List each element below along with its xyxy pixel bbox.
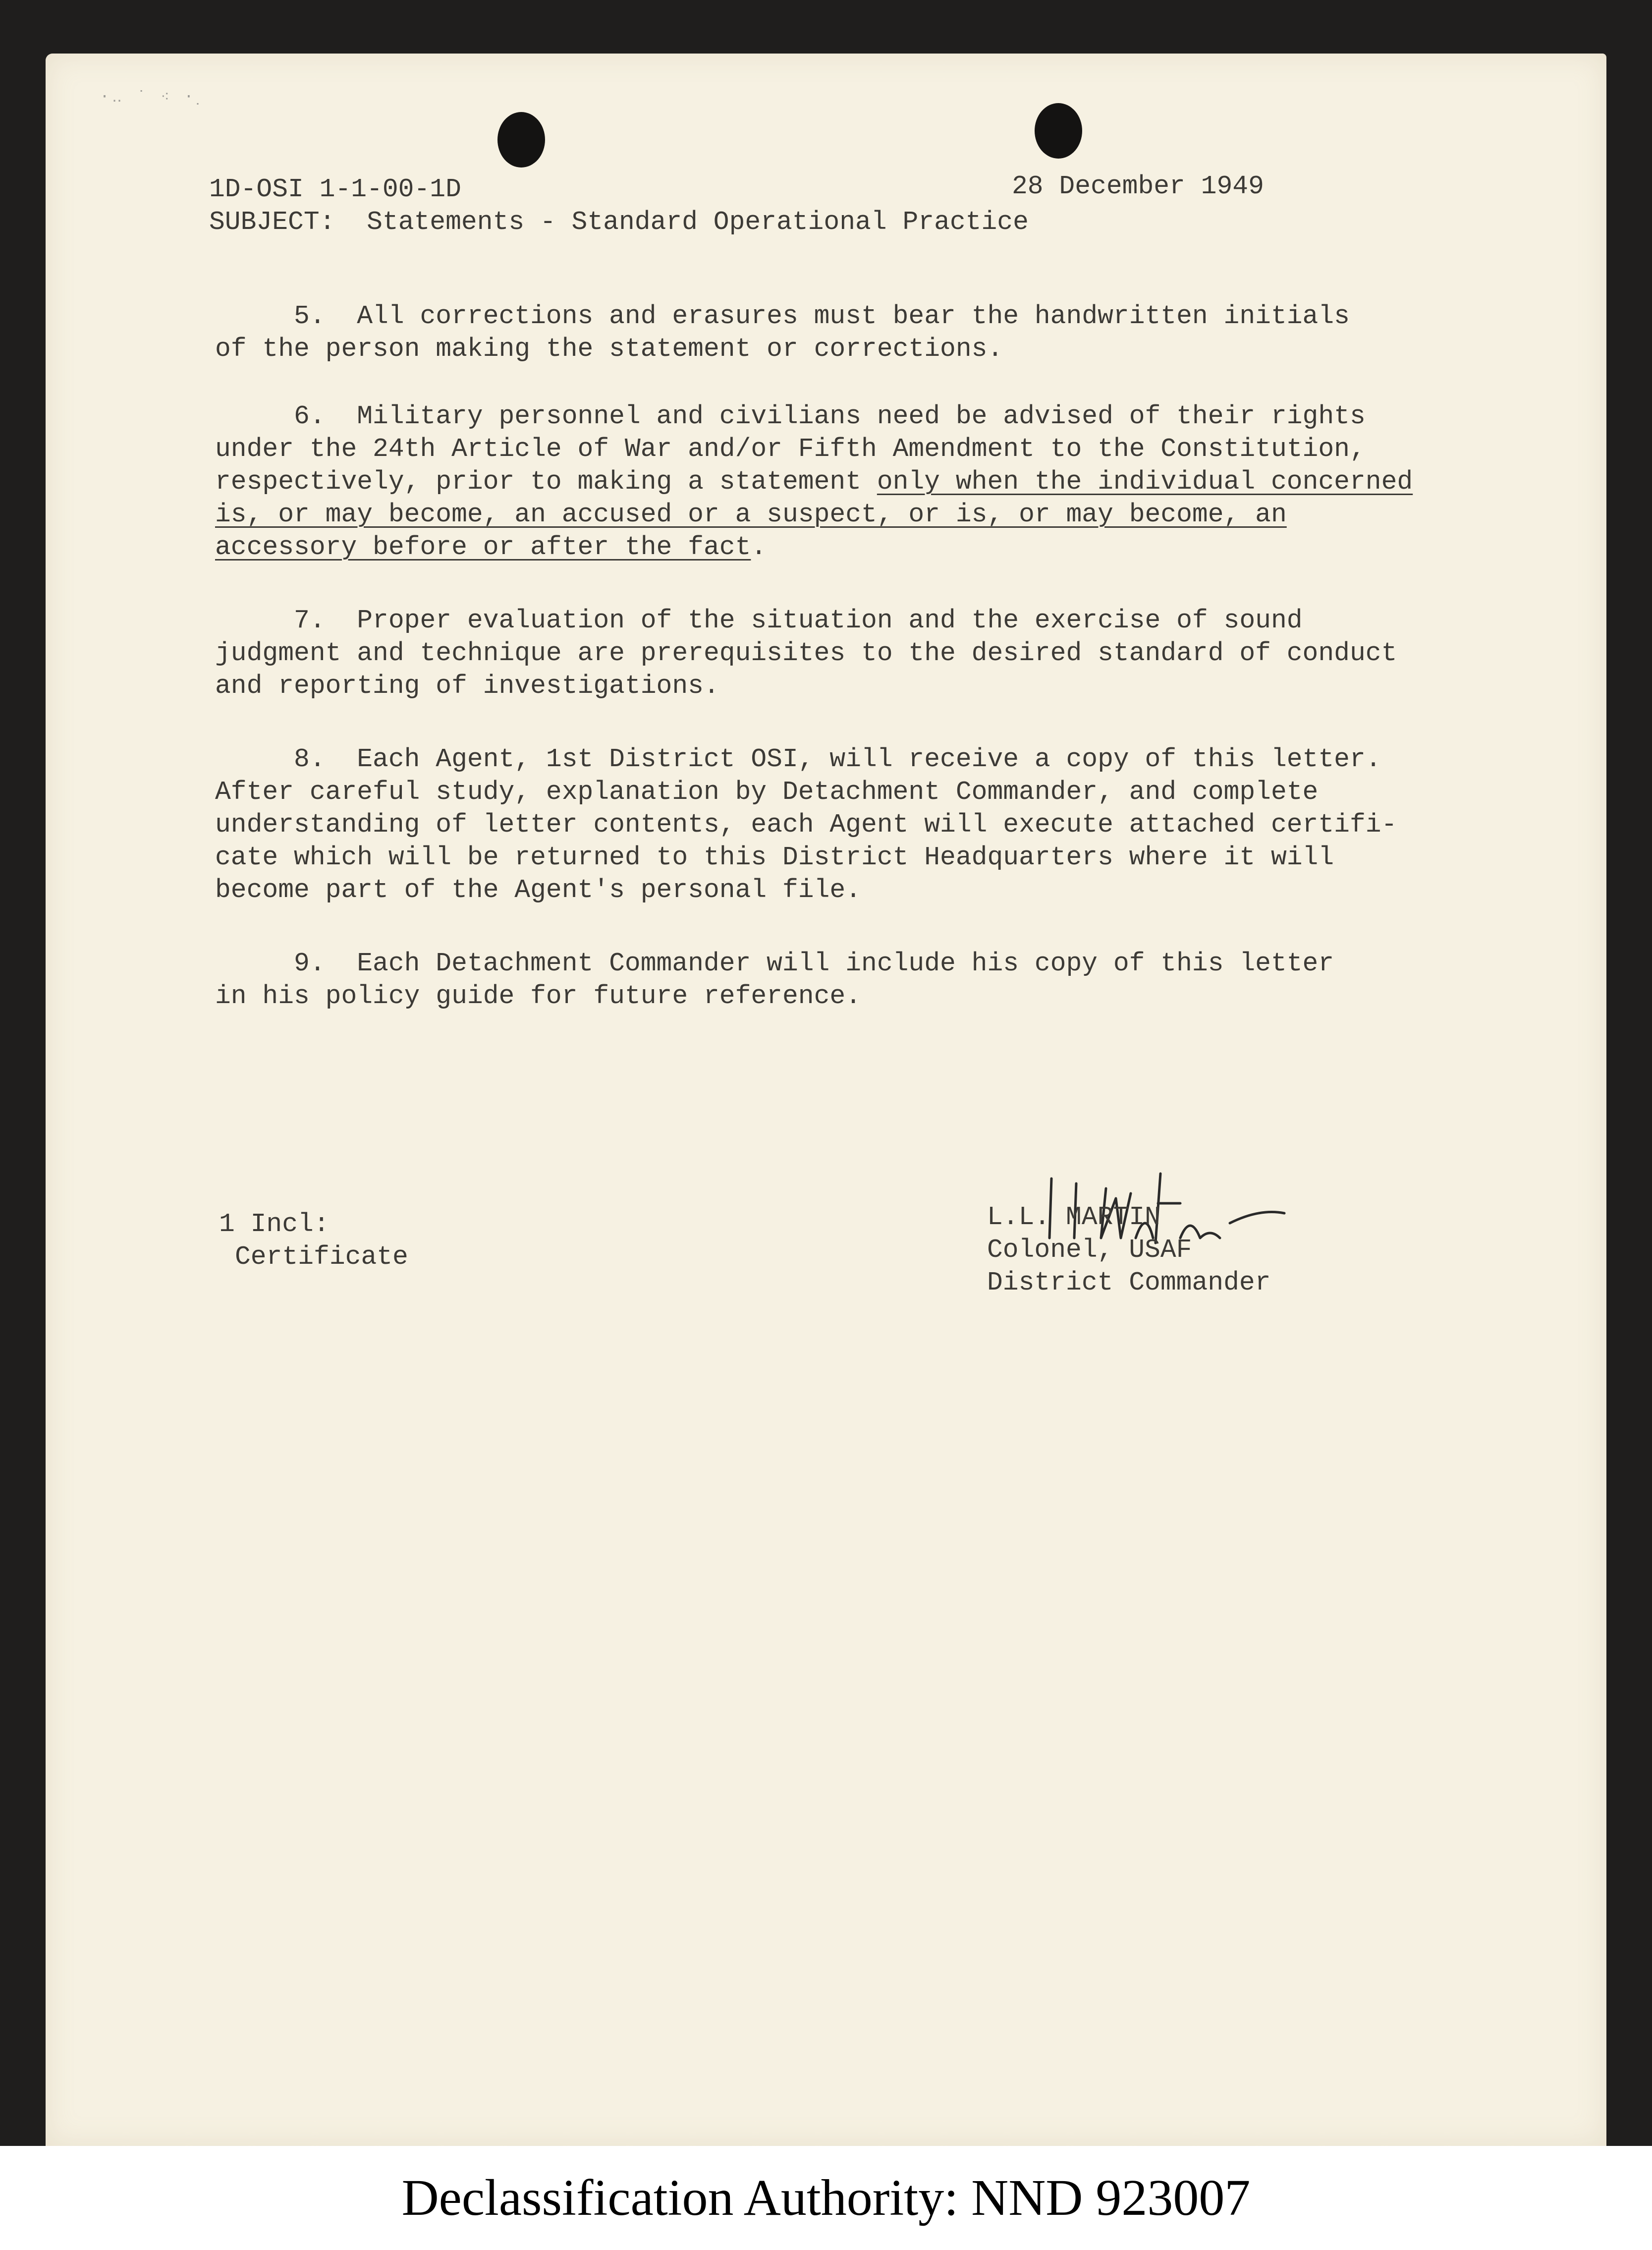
p7-line-3: and reporting of investigations. <box>215 671 719 701</box>
p6-line-2: under the 24th Article of War and/or Fifth Amendment to the Constitution, <box>215 434 1366 464</box>
p5-line-1: 5. All corrections and erasures must bear the handwritten initials <box>215 301 1350 331</box>
punch-hole-left <box>497 112 545 168</box>
letter-date: 28 December 1949 <box>1012 171 1264 201</box>
p8-line-5: become part of the Agent's personal file. <box>215 875 862 905</box>
signer-title: District Commander <box>987 1268 1271 1297</box>
punch-hole-right <box>1035 103 1082 159</box>
enclosure-item: Certificate <box>235 1242 408 1272</box>
p6-line-3-start: respectively, prior to making a statement <box>215 467 877 497</box>
p6-line-5-underlined: accessory before or after the fact <box>215 532 751 562</box>
document-paper <box>46 54 1606 2146</box>
declassification-text: Declassification Authority: NND 923007 <box>401 2169 1251 2226</box>
p6-line-3 <box>215 466 1413 498</box>
p6-underlined-clause: only when the individual concerned <box>877 467 1413 497</box>
p6-line-5-period: . <box>751 532 767 562</box>
p9-line-2: in his policy guide for future reference. <box>215 981 862 1011</box>
p5-line-2: of the person making the statement or corrections. <box>215 334 1003 364</box>
enclosure-count: 1 Incl: <box>219 1209 330 1239</box>
p8-line-3: understanding of letter contents, each Agent will execute attached certifi- <box>215 810 1397 840</box>
p8-line-1: 8. Each Agent, 1st District OSI, will receive a copy of this letter. <box>215 744 1381 774</box>
p6-line-5 <box>215 531 767 563</box>
signer-name: L.L. MARTIN <box>987 1202 1160 1232</box>
p9-line-1: 9. Each Detachment Commander will include his copy of this letter <box>215 949 1334 978</box>
subject-label: SUBJECT: <box>209 207 335 237</box>
file-number: 1D-OSI 1-1-00-1D <box>209 174 461 204</box>
p6-line-1: 6. Military personnel and civilians need be advised of their rights <box>215 401 1366 431</box>
p7-line-1: 7. Proper evaluation of the situation and the exercise of sound <box>215 606 1303 635</box>
declassification-footer <box>0 2146 1652 2250</box>
subject-line <box>209 206 1029 238</box>
p7-line-2: judgment and technique are prerequisites to the desired standard of conduct <box>215 638 1397 668</box>
stamp-smudge: ·‥ ˙ ⁖ ·̣ <box>100 88 196 106</box>
p6-line-4-underlined: is, or may become, an accused or a suspect, or is, or may become, an <box>215 500 1287 529</box>
signer-rank: Colonel, USAF <box>987 1235 1192 1265</box>
subject-text: Statements - Standard Operational Practice <box>367 207 1029 237</box>
p8-line-4: cate which will be returned to this District Headquarters where it will <box>215 843 1334 872</box>
p8-line-2: After careful study, explanation by Detachment Commander, and complete <box>215 777 1319 807</box>
